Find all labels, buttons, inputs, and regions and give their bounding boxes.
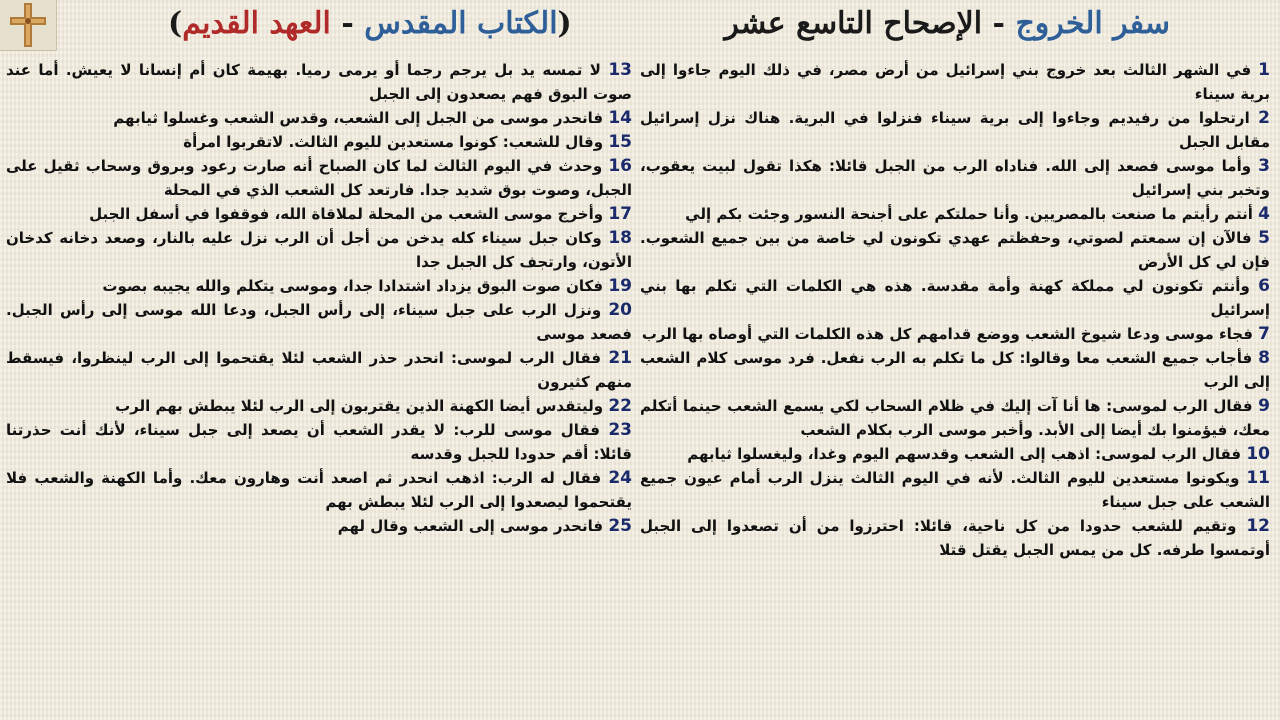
verse-number: 21 xyxy=(608,348,632,368)
verse-number: 24 xyxy=(608,468,632,488)
verse-text: فأجاب جميع الشعب معا وقالوا: كل ما تكلم به الرب نفعل. فرد موسى كلام الشعب إلى الرب xyxy=(640,349,1270,391)
verse xyxy=(6,466,632,514)
verse-number: 6 xyxy=(1258,276,1270,296)
verse xyxy=(640,274,1270,322)
verse-number: 13 xyxy=(608,60,632,80)
verse xyxy=(640,442,1270,466)
chapter-title xyxy=(724,4,1170,44)
verse-number: 22 xyxy=(608,396,632,416)
verse xyxy=(640,226,1270,274)
verse-text: فقال له الرب: اذهب انحدر ثم اصعد أنت وهارون معك. وأما الكهنة والشعب فلا يقتحموا ليصعدوا إلى الرب لئلا يبطش بهم xyxy=(6,469,632,511)
verse-number: 1 xyxy=(1258,60,1270,80)
verse-text: فكان صوت البوق يزداد اشتدادا جدا، وموسى يتكلم والله يجيبه بصوت xyxy=(102,277,604,295)
verse-number: 5 xyxy=(1258,228,1270,248)
verse xyxy=(6,154,632,202)
verse-number: 15 xyxy=(608,132,632,152)
verse xyxy=(6,58,632,106)
verse-text: فجاء موسى ودعا شيوخ الشعب ووضع قدامهم كل هذه الكلمات التي أوصاه بها الرب xyxy=(641,325,1253,343)
verse-text: أنتم رأيتم ما صنعت بالمصريين. وأنا حملتكم على أجنحة النسور وجئت بكم إلي xyxy=(685,205,1253,223)
verse xyxy=(6,394,632,418)
verse xyxy=(640,346,1270,394)
coptic-cross-logo-icon xyxy=(0,0,57,51)
verse xyxy=(640,154,1270,202)
verse-number: 16 xyxy=(608,156,632,176)
verse-number: 3 xyxy=(1258,156,1270,176)
verse xyxy=(640,466,1270,514)
testament-name: العهد القديم xyxy=(182,6,331,41)
verse-number: 2 xyxy=(1258,108,1270,128)
verse-number: 10 xyxy=(1246,444,1270,464)
book-name: سفر الخروج xyxy=(1015,6,1170,41)
verse-text: فانحدر موسى إلى الشعب وقال لهم xyxy=(337,517,604,535)
verse-text: فقال الرب لموسى: ها أنا آت إليك في ظلام السحاب لكي يسمع الشعب حينما أتكلم معك، فيؤمنوا بك أيضا إلى الأبد. وأخبر موسى الرب بكلام الشعب xyxy=(640,397,1270,439)
verse-number: 18 xyxy=(608,228,632,248)
verse-text: ارتحلوا من رفيديم وجاءوا إلى برية سيناء فنزلوا في البرية. هناك نزل إسرائيل مقابل الجبل xyxy=(640,109,1270,151)
verse xyxy=(6,346,632,394)
verse-text: وكان جبل سيناء كله يدخن من أجل أن الرب نزل عليه بالنار، وصعد دخانه كدخان الأتون، وارتجف كل الجبل جدا xyxy=(6,229,632,271)
verse-number: 23 xyxy=(608,420,632,440)
verse-number: 9 xyxy=(1258,396,1270,416)
verse xyxy=(6,226,632,274)
verse-number: 12 xyxy=(1246,516,1270,536)
verse-text: ويكونوا مستعدين لليوم الثالث. لأنه في اليوم الثالث ينزل الرب أمام عيون جميع الشعب على جبل سيناء xyxy=(640,469,1270,511)
verse-text: لا تمسه يد بل يرجم رجما أو يرمى رميا. بهيمة كان أم إنسانا لا يعيش. أما عند صوت البوق فهم يصعدون إلى الجبل xyxy=(6,61,632,103)
paren-open: ( xyxy=(557,6,572,41)
verse-number: 4 xyxy=(1258,204,1270,224)
chapter-name: الإصحاح التاسع عشر xyxy=(724,6,983,41)
verse-text: وليتقدس أيضا الكهنة الذين يقتربون إلى الرب لئلا يبطش بهم الرب xyxy=(115,397,604,415)
verse-number: 7 xyxy=(1258,324,1270,344)
verse-text: وأخرج موسى الشعب من المحلة لملاقاة الله، فوقفوا في أسفل الجبل xyxy=(89,205,604,223)
verse xyxy=(640,514,1270,562)
title-separator: - xyxy=(341,6,354,41)
verse-number: 14 xyxy=(608,108,632,128)
verse-text: وحدث في اليوم الثالث لما كان الصباح أنه صارت رعود وبروق وسحاب ثقيل على الجبل، وصوت بوق شديد جدا. فارتعد كل الشعب الذي في المحلة xyxy=(6,157,632,199)
bible-name: الكتاب المقدس xyxy=(364,6,558,41)
verse-number: 8 xyxy=(1258,348,1270,368)
verse xyxy=(640,394,1270,442)
bible-title xyxy=(168,4,572,44)
verse-text: وأما موسى فصعد إلى الله. فناداه الرب من الجبل قائلا: هكذا تقول لبيت يعقوب، وتخبر بني إسرائيل xyxy=(640,157,1270,199)
verse-number: 11 xyxy=(1246,468,1270,488)
verse xyxy=(6,274,632,298)
verse xyxy=(6,298,632,346)
verse xyxy=(6,514,632,538)
title-separator: - xyxy=(992,6,1005,41)
verse-text: فانحدر موسى من الجبل إلى الشعب، وقدس الشعب وغسلوا ثيابهم xyxy=(113,109,604,127)
verse-text: فالآن إن سمعتم لصوتي، وحفظتم عهدي تكونون لي خاصة من بين جميع الشعوب. فإن لي كل الأرض xyxy=(640,229,1270,271)
verse xyxy=(6,418,632,466)
verse xyxy=(640,322,1270,346)
verse-text: وقال للشعب: كونوا مستعدين لليوم الثالث. لاتقربوا امرأة xyxy=(183,133,604,151)
verses-column-left xyxy=(6,58,632,538)
verse xyxy=(640,106,1270,154)
paren-close: ) xyxy=(168,6,183,41)
verse-number: 20 xyxy=(608,300,632,320)
verse-text: ونزل الرب على جبل سيناء، إلى رأس الجبل، ودعا الله موسى إلى رأس الجبل. فصعد موسى xyxy=(6,301,632,343)
verse xyxy=(6,202,632,226)
verse-text: فقال الرب لموسى: اذهب إلى الشعب وقدسهم اليوم وغدا، وليغسلوا ثيابهم xyxy=(687,445,1242,463)
verse-number: 17 xyxy=(608,204,632,224)
verse-number: 25 xyxy=(608,516,632,536)
verse xyxy=(640,58,1270,106)
verse-text: وتقيم للشعب حدودا من كل ناحية، قائلا: احترزوا من أن تصعدوا إلى الجبل أوتمسوا طرفه. كل من يمس الجبل يقتل قتلا xyxy=(640,517,1270,559)
verse-text: وأنتم تكونون لي مملكة كهنة وأمة مقدسة. هذه هي الكلمات التي تكلم بها بني إسرائيل xyxy=(640,277,1270,319)
verses-column-right xyxy=(640,58,1270,562)
verse-text: فقال موسى للرب: لا يقدر الشعب أن يصعد إلى جبل سيناء، لأنك أنت حذرتنا قائلا: أقم حدودا للجبل وقدسه xyxy=(6,421,632,463)
verse xyxy=(6,130,632,154)
verse xyxy=(640,202,1270,226)
verse xyxy=(6,106,632,130)
verse-text: في الشهر الثالث بعد خروج بني إسرائيل من أرض مصر، في ذلك اليوم جاءوا إلى برية سيناء xyxy=(640,61,1270,103)
verse-number: 19 xyxy=(608,276,632,296)
verse-text: فقال الرب لموسى: انحدر حذر الشعب لئلا يقتحموا إلى الرب لينظروا، فيسقط منهم كثيرون xyxy=(6,349,632,391)
